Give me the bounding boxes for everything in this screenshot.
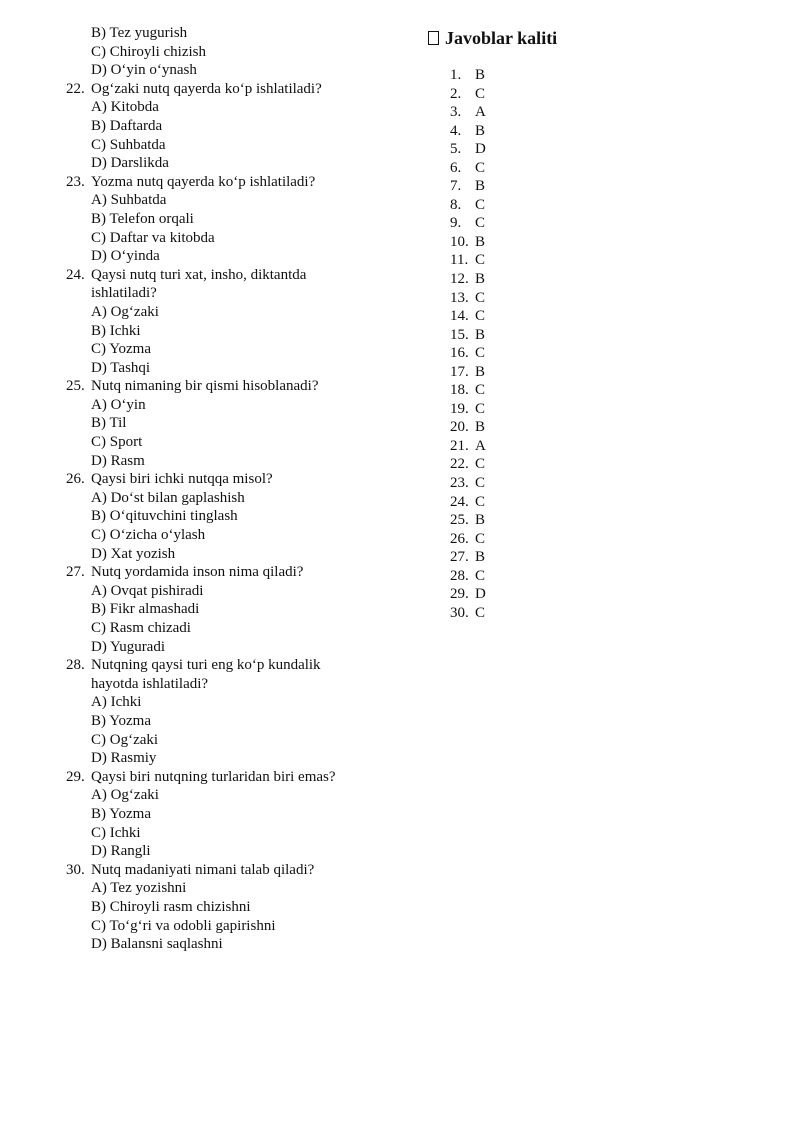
question-list — [66, 80, 406, 954]
option: B) Daftarda — [91, 117, 163, 134]
answer-letter: D — [475, 141, 486, 158]
option: C) Rasm chizadi — [91, 620, 191, 636]
answer-key-item — [450, 103, 728, 122]
answer-letter: C — [475, 400, 486, 417]
answer-number: 13. — [450, 289, 469, 306]
question-block — [66, 861, 406, 954]
question-text: ishlatiladi? — [91, 285, 157, 302]
question-number: 24. — [66, 266, 85, 283]
answer-number: 25. — [450, 512, 469, 529]
answer-key-item — [450, 140, 728, 159]
answer-number: 7. — [450, 178, 462, 195]
answer-key-item — [450, 251, 728, 270]
question-block — [66, 377, 406, 470]
answer-key-item — [450, 437, 728, 456]
answer-letter: A — [475, 104, 486, 121]
question-text: Nutq madaniyati nimani talab qiladi? — [91, 861, 315, 878]
question-number: 28. — [66, 657, 85, 674]
question-number: 23. — [66, 173, 85, 190]
option: C) Daftar va kitobda — [91, 229, 215, 246]
question-block — [66, 768, 406, 861]
answer-letter: B — [475, 67, 486, 83]
option: D) Rasmiy — [91, 750, 157, 767]
option: C) Suhbatda — [91, 136, 166, 153]
option: A) Do‘st bilan gaplashish — [91, 489, 245, 506]
question-line — [66, 656, 406, 675]
answer-key-item — [450, 66, 728, 85]
answer-number: 17. — [450, 363, 469, 380]
answer-number: 24. — [450, 493, 469, 510]
question-line — [66, 173, 406, 192]
answer-number: 29. — [450, 586, 469, 603]
question-text: Nutqning qaysi turi eng ko‘p kundalik — [91, 657, 321, 674]
option: B) Tez yugurish — [91, 25, 188, 41]
option: D) Darslikda — [91, 155, 169, 172]
option: A) Ichki — [91, 694, 142, 711]
option: B) Til — [91, 415, 127, 432]
question-text: Qaysi biri nutqning turlaridan biri emas? — [91, 768, 336, 785]
option: D) Tashqi — [91, 359, 151, 376]
answer-number: 6. — [450, 159, 462, 176]
question-line — [66, 266, 406, 285]
answer-key-item — [450, 177, 728, 196]
question-text: Qaysi biri ichki nutqqa misol? — [91, 471, 273, 488]
option: B) Fikr almashadi — [91, 601, 200, 618]
option: C) Og‘zaki — [91, 731, 159, 748]
question-number: 26. — [66, 471, 85, 488]
answer-letter: C — [475, 604, 486, 621]
option: A) O‘yin — [91, 396, 146, 413]
answer-number: 26. — [450, 530, 469, 547]
answer-number: 30. — [450, 604, 469, 621]
answer-number: 18. — [450, 382, 469, 399]
answer-key-item — [450, 85, 728, 104]
question-text: Qaysi nutq turi xat, insho, diktantda — [91, 266, 307, 283]
question-number — [66, 675, 91, 694]
option: D) Xat yozish — [91, 545, 176, 562]
answer-letter: C — [475, 159, 486, 176]
question-number: 30. — [66, 861, 85, 878]
answer-number: 10. — [450, 233, 469, 250]
answer-key-item — [450, 270, 728, 289]
question-text: hayotda ishlatiladi? — [91, 675, 209, 692]
answer-key-item — [450, 511, 728, 530]
answer-key-item — [450, 400, 728, 419]
answer-key-item — [450, 381, 728, 400]
question-line — [66, 470, 406, 489]
answer-key-item — [450, 567, 728, 586]
question-line — [66, 284, 406, 303]
question-block — [66, 80, 406, 173]
answer-key-item — [450, 159, 728, 178]
answer-key-item — [450, 326, 728, 345]
answer-letter: C — [475, 456, 486, 473]
answer-number: 12. — [450, 271, 469, 288]
question-text: Nutq nimaning bir qismi hisoblanadi? — [91, 378, 319, 395]
question-line — [66, 675, 406, 694]
option: C) To‘g‘ri va odobli gapirishni — [91, 917, 276, 934]
option: C) Ichki — [91, 824, 141, 841]
answer-key-item — [450, 604, 728, 623]
answer-key-item — [450, 474, 728, 493]
answer-key-item — [450, 122, 728, 141]
answer-number: 9. — [450, 215, 462, 232]
answer-letter: B — [475, 271, 486, 288]
option: A) Ovqat pishiradi — [91, 582, 204, 599]
answer-key-item — [450, 196, 728, 215]
question-line — [66, 861, 406, 880]
top-options — [66, 24, 406, 80]
answer-number: 4. — [450, 122, 462, 139]
answer-number: 28. — [450, 567, 469, 584]
option: B) Telefon orqali — [91, 210, 194, 227]
answer-number: 27. — [450, 549, 469, 566]
answer-key-item — [450, 363, 728, 382]
option: D) Rasm — [91, 452, 145, 469]
option: D) Yuguradi — [91, 638, 166, 655]
answer-key-item — [450, 530, 728, 549]
answer-key-title-text: Javoblar kaliti — [445, 28, 558, 48]
answer-letter: C — [475, 196, 486, 213]
answer-letter: B — [475, 178, 486, 195]
question-number — [66, 284, 91, 303]
question-line — [66, 80, 406, 99]
option: D) O‘yinda — [91, 248, 160, 265]
answer-letter: C — [475, 530, 486, 547]
option: C) Yozma — [91, 341, 152, 358]
option: A) Og‘zaki — [91, 303, 159, 320]
answer-letter: C — [475, 85, 486, 102]
answer-key-item — [450, 289, 728, 308]
option: A) Tez yozishni — [91, 880, 187, 897]
missing-glyph-icon — [428, 31, 439, 45]
answer-key-item — [450, 233, 728, 252]
option: A) Suhbatda — [91, 192, 167, 209]
option: C) Chiroyli chizish — [91, 43, 206, 60]
answer-letter: B — [475, 233, 486, 250]
answer-number: 23. — [450, 475, 469, 492]
option: A) Kitobda — [91, 99, 159, 116]
answer-letter: B — [475, 122, 486, 139]
answer-key-list — [428, 66, 728, 622]
answer-letter: B — [475, 549, 486, 566]
answer-key-section — [428, 26, 728, 622]
question-text: Nutq yordamida inson nima qiladi? — [91, 564, 304, 581]
answer-letter: C — [475, 308, 486, 325]
answer-letter: C — [475, 493, 486, 510]
question-line — [66, 563, 406, 582]
answer-key-item — [450, 344, 728, 363]
answer-number: 21. — [450, 437, 469, 454]
answer-letter: A — [475, 437, 486, 454]
option: B) Ichki — [91, 322, 141, 339]
answer-letter: B — [475, 512, 486, 529]
answer-letter: C — [475, 345, 486, 362]
option: B) Yozma — [91, 805, 152, 822]
question-block — [66, 173, 406, 266]
answer-key-item — [450, 455, 728, 474]
answer-number: 15. — [450, 326, 469, 343]
answer-number: 8. — [450, 196, 462, 213]
option: D) Balansni saqlashni — [91, 936, 223, 953]
option: D) Rangli — [91, 843, 151, 860]
option: C) O‘zicha o‘ylash — [91, 527, 206, 544]
question-text: Og‘zaki nutq qayerda ko‘p ishlatiladi? — [91, 80, 322, 97]
option: C) Sport — [91, 434, 143, 451]
questions-column — [66, 24, 406, 954]
answer-key-item — [450, 493, 728, 512]
answer-letter: C — [475, 475, 486, 492]
question-block — [66, 656, 406, 768]
option: B) O‘qituvchini tinglash — [91, 508, 238, 525]
answer-number: 16. — [450, 345, 469, 362]
question-block — [66, 470, 406, 563]
answer-letter: C — [475, 289, 486, 306]
option: B) Chiroyli rasm chizishni — [91, 898, 251, 915]
answer-letter: B — [475, 419, 486, 436]
answer-letter: C — [475, 252, 486, 269]
answer-key-item — [450, 418, 728, 437]
answer-number: 11. — [450, 252, 469, 269]
question-number: 27. — [66, 564, 85, 581]
answer-number: 14. — [450, 308, 469, 325]
question-line — [66, 768, 406, 787]
answer-number: 20. — [450, 419, 469, 436]
option: A) Og‘zaki — [91, 787, 159, 804]
answer-letter: C — [475, 382, 486, 399]
question-block — [66, 266, 406, 378]
question-number: 25. — [66, 378, 85, 395]
answer-number: 19. — [450, 400, 469, 417]
answer-key-item — [450, 585, 728, 604]
answer-letter: B — [475, 326, 486, 343]
option: B) Yozma — [91, 712, 152, 729]
answer-key-title — [428, 26, 728, 50]
answer-number: 5. — [450, 141, 462, 158]
answer-key-item — [450, 307, 728, 326]
question-line — [66, 377, 406, 396]
answer-letter: C — [475, 567, 486, 584]
answer-number: 22. — [450, 456, 469, 473]
answer-key-item — [450, 214, 728, 233]
answer-number: 1. — [450, 67, 462, 83]
question-number: 22. — [66, 80, 85, 97]
answer-letter: B — [475, 363, 486, 380]
question-number: 29. — [66, 768, 85, 785]
answer-key-item — [450, 548, 728, 567]
option: D) O‘yin o‘ynash — [91, 62, 197, 79]
answer-letter: C — [475, 215, 486, 232]
answer-number: 2. — [450, 85, 462, 102]
answer-letter: D — [475, 586, 486, 603]
question-block — [66, 563, 406, 656]
question-text: Yozma nutq qayerda ko‘p ishlatiladi? — [91, 173, 316, 190]
answer-number: 3. — [450, 104, 462, 121]
